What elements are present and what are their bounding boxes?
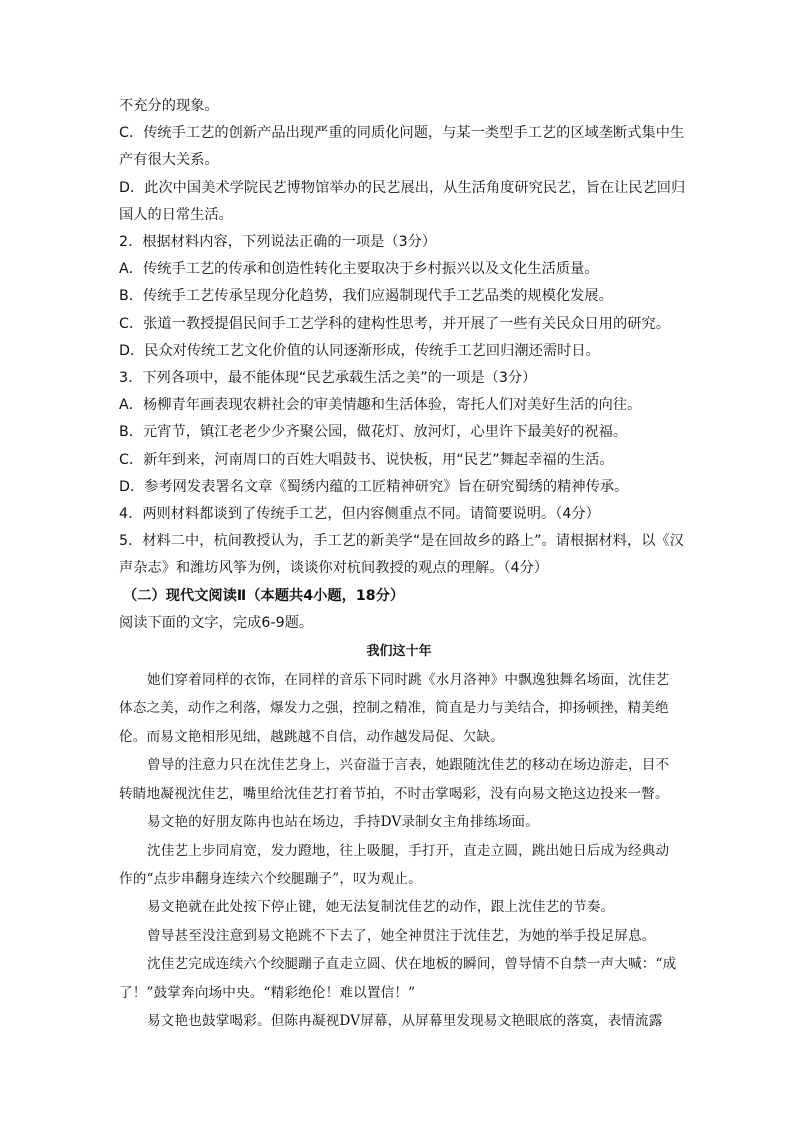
passage-line: 伦。而易文艳相形见绌，越跳越不自信，动作越发局促、欠缺。 <box>119 728 504 745</box>
passage-line: 了！”鼓掌奔向场中央。“精彩绝伦！难以置信！” <box>119 984 416 1001</box>
q2-option-d: D．民众对传统工艺文化价值的认同逐渐形成，传统手工艺回归潮还需时日。 <box>119 342 600 359</box>
q1-option-c-line1: C．传统手工艺的创新产品出现严重的同质化问题，与某一类型手工艺的区域垄断式集中生 <box>119 125 685 142</box>
q3-option-c: C．新年到来，河南周口的百姓大唱鼓书、说快板，用“民艺”舞起幸福的生活。 <box>119 451 614 468</box>
q5-line1: 5．材料二中，杭间教授认为，手工艺的新美学“是在回故乡的路上”。请根据材料，以《汉 <box>119 533 684 550</box>
passage-line: 体态之美，动作之利落，爆发力之强，控制之精准，简直是力与美结合，抑扬顿挫，精美绝 <box>119 700 669 717</box>
passage-line: 易文艳就在此处按下停止键，她无法复制沈佳艺的动作，跟上沈佳艺的节奏。 <box>147 899 615 916</box>
q2-option-c: C．张道一教授提倡民间手工艺学科的建构性思考，并开展了一些有关民众日用的研究。 <box>119 315 670 332</box>
exam-page <box>119 93 686 1035</box>
q2-option-b: B．传统手工艺传承呈现分化趋势，我们应遏制现代手工艺品类的规模化发展。 <box>119 288 613 305</box>
passage-line: 沈佳艺完成连续六个绞腿蹦子直走立圆、伏在地板的瞬间，曾导情不自禁一声大喊：“成 <box>147 956 677 973</box>
passage-body <box>119 666 679 1035</box>
q3-option-a: A．杨柳青年画表现农耕社会的审美情趣和生活体验，寄托人们对美好生活的向往。 <box>119 397 642 414</box>
q3-stem: 3．下列各项中，最不能体现“民艺承载生活之美”的一项是（3分） <box>119 370 537 387</box>
passage-line: 她们穿着同样的衣饰，在同样的音乐下同时跳《水月洛神》中飘逸独舞名场面，沈佳艺 <box>147 672 670 689</box>
q1-option-c-line2: 产有很大关系。 <box>119 152 219 169</box>
q1-option-d-line1: D．此次中国美术学院民艺博物馆举办的民艺展出，从生活角度研究民艺，旨在让民艺回归 <box>119 179 686 196</box>
q1-tail: 不充分的现象。 <box>119 98 219 114</box>
passage-line: 转睛地凝视沈佳艺，嘴里给沈佳艺打着节拍，不时击掌喝彩，没有向易文艳这边投来一瞥。 <box>119 785 669 802</box>
q4-stem: 4．两则材料都谈到了传统手工艺，但内容侧重点不同。请简要说明。（4分） <box>119 506 600 523</box>
passage-title: 我们这十年 <box>366 644 432 660</box>
passage-line: 沈佳艺上步同肩宽，发力蹬地，往上吸腿，手打开，直走立圆，跳出她日后成为经典动 <box>147 842 670 859</box>
q2-stem: 2．根据材料内容，下列说法正确的一项是（3分） <box>119 234 437 251</box>
passage-line: 曾导的注意力只在沈佳艺身上，兴奋溢于言表，她跟随沈佳艺的移动在场边游走，目不 <box>147 757 670 774</box>
q3-option-b: B．元宵节，镇江老老少少齐聚公园，做花灯、放河灯，心里许下最美好的祝福。 <box>119 424 628 441</box>
passage-line: 易文艳也鼓掌喝彩。但陈冉凝视DV屏幕，从屏幕里发现易文艳眼底的落寞，表情流露 <box>147 1012 663 1029</box>
q3-option-d: D．参考网发表署名文章《蜀绣内蕴的工匠精神研究》旨在研究蜀绣的精神传承。 <box>119 478 629 495</box>
section-heading: （二）现代文阅读Ⅱ（本题共4小题，18分） <box>123 587 405 604</box>
passage-line: 作的“点步串翻身连续六个绞腿蹦子”，叹为观止。 <box>119 870 422 887</box>
q5-line2: 声杂志》和潍坊风筝为例，谈谈你对杭间教授的观点的理解。（4分） <box>119 560 549 577</box>
passage-line: 易文艳的好朋友陈冉也站在场边，手持DV录制女主角排练场面。 <box>147 814 539 831</box>
section-instruction: 阅读下面的文字，完成6-9题。 <box>119 614 314 631</box>
q2-option-a: A．传统手工艺的传承和创造性转化主要取决于乡村振兴以及文化生活质量。 <box>119 261 599 278</box>
passage-line: 曾导甚至没注意到易文艳跳不下去了，她全神贯注于沈佳艺，为她的举手投足屏息。 <box>147 927 656 944</box>
q1-option-d-line2: 国人的日常生活。 <box>119 206 233 223</box>
